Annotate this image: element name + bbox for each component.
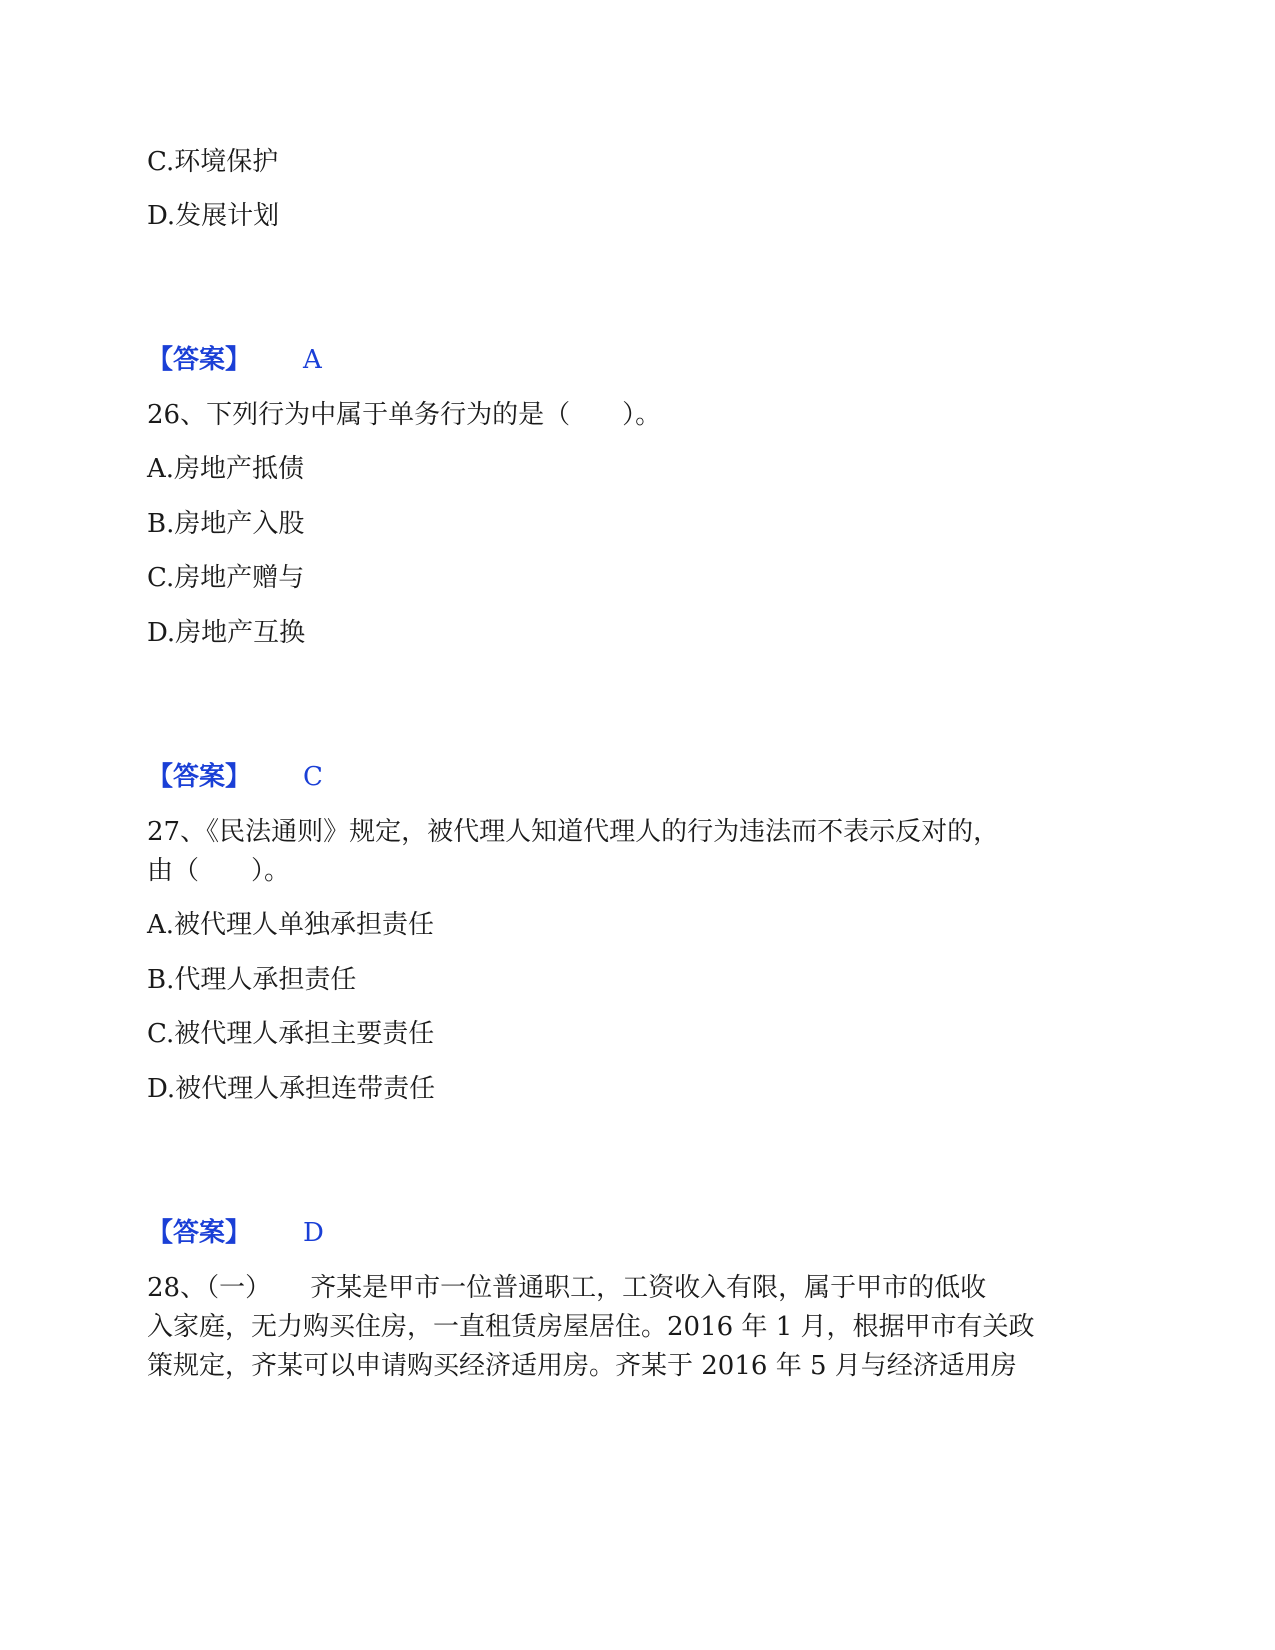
q26-option-b: B.房地产入股 — [147, 509, 305, 539]
q25-option-c: C.环境保护 — [147, 147, 279, 177]
q27-stem-line2: 由（ ）。 — [147, 856, 291, 886]
answer-value: D — [303, 1218, 324, 1248]
q25-answer — [147, 343, 322, 377]
q26-option-d: D.房地产互换 — [147, 618, 306, 648]
answer-label: 【答案】 — [147, 1218, 252, 1248]
answer-value: A — [303, 345, 322, 375]
q27-option-b: B.代理人承担责任 — [147, 965, 357, 995]
q27-option-d: D.被代理人承担连带责任 — [147, 1074, 436, 1104]
q27-option-c: C.被代理人承担主要责任 — [147, 1019, 435, 1049]
answer-label: 【答案】 — [147, 762, 252, 792]
answer-label: 【答案】 — [147, 345, 252, 375]
q28-stem-line3: 策规定，齐某可以申请购买经济适用房。齐某于 2016 年 5 月与经济适用房 — [147, 1351, 1017, 1381]
q26-option-a: A.房地产抵债 — [147, 454, 305, 484]
q25-option-d: D.发展计划 — [147, 201, 280, 231]
q28-stem-line2: 入家庭，无力购买住房，一直租赁房屋居住。2016 年 1 月，根据甲市有关政 — [147, 1312, 1035, 1342]
q27-stem-line1: 27、《民法通则》规定，被代理人知道代理人的行为违法而不表示反对的， — [147, 817, 1000, 847]
answer-value: C — [303, 762, 323, 792]
q28-stem-line1: 28、（一） 齐某是甲市一位普通职工，工资收入有限，属于甲市的低收 — [147, 1273, 987, 1303]
q26-option-c: C.房地产赠与 — [147, 563, 305, 593]
q27-answer — [147, 1216, 324, 1250]
q26-stem: 26、下列行为中属于单务行为的是（ ）。 — [147, 400, 662, 430]
q26-answer — [147, 760, 323, 794]
q27-option-a: A.被代理人单独承担责任 — [147, 910, 435, 940]
